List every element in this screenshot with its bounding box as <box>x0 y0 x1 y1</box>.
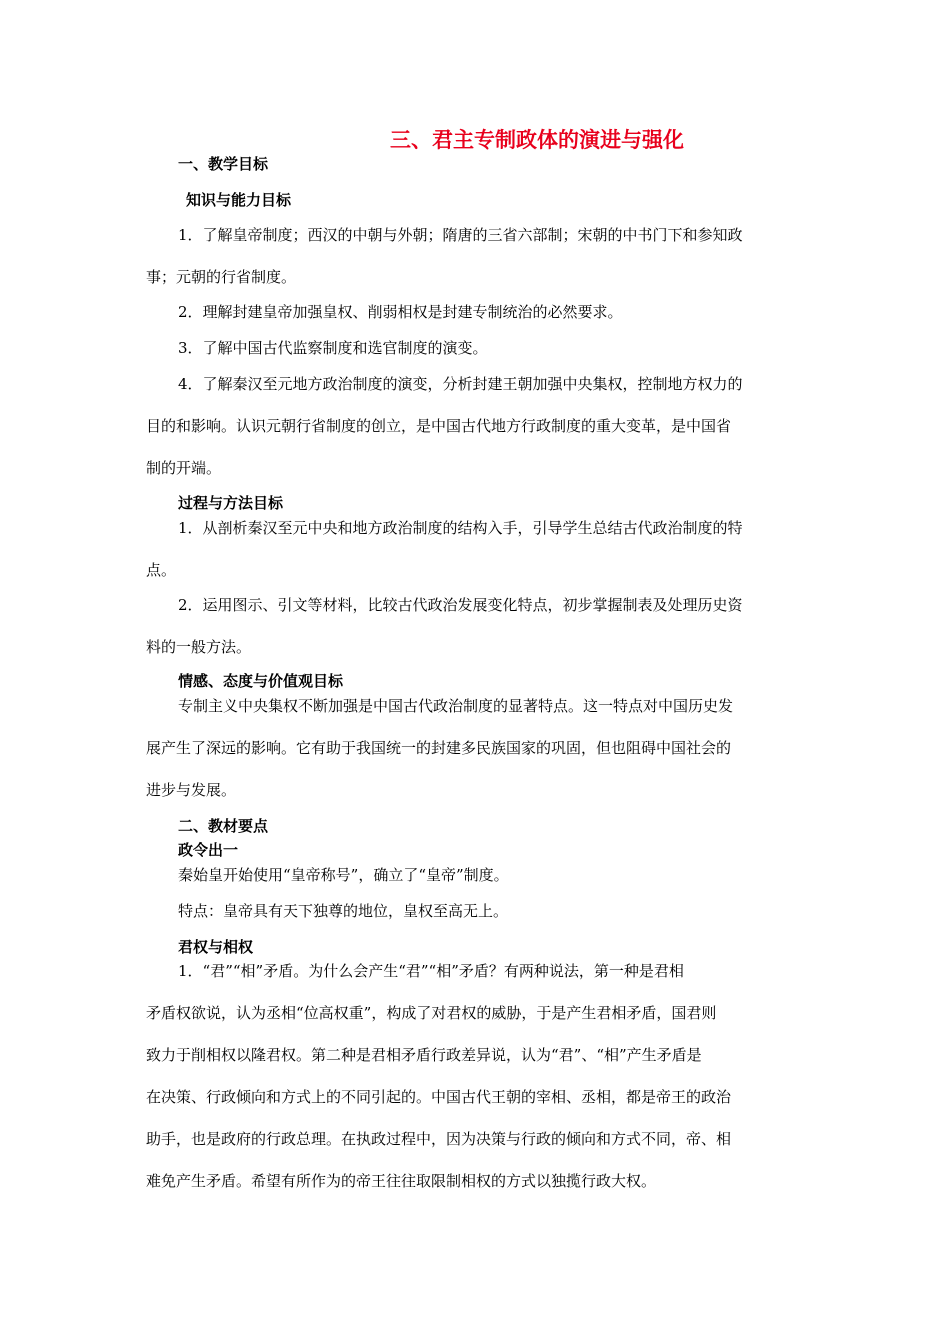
text-line: 4．了解秦汉至元地方政治制度的演变，分析封建王朝加强中央集权，控制地方权力的 <box>178 375 743 393</box>
text-line: 2．运用图示、引文等材料，比较古代政治发展变化特点，初步掌握制表及处理历史资 <box>178 596 743 614</box>
subheading-knowledge-ability: 知识与能力目标 <box>186 191 292 209</box>
process-item-2 <box>146 595 808 679</box>
emotion-paragraph <box>146 696 808 822</box>
text-line: 目的和影响。认识元朝行省制度的创立，是中国古代地方行政制度的重大变革，是中国省 <box>146 417 732 435</box>
document-title: 三、君主专制政体的演进与强化 <box>390 128 684 152</box>
text-line: 难免产生矛盾。希望有所作为的帝王往往取限制相权的方式以独揽行政大权。 <box>146 1172 657 1190</box>
knowledge-item-1 <box>146 225 808 309</box>
text-line: 事；元朝的行省制度。 <box>146 268 297 286</box>
text-line: 助手，也是政府的行政总理。在执政过程中，因为决策与行政的倾向和方式不同，帝、相 <box>146 1130 732 1148</box>
text-line: 1．从剖析秦汉至元中央和地方政治制度的结构入手，引导学生总结古代政治制度的特 <box>178 519 743 537</box>
power-paragraph <box>146 961 808 1213</box>
text-line: 展产生了深远的影响。它有助于我国统一的封建多民族国家的巩固，但也阻碍中国社会的 <box>146 739 732 757</box>
text-line: 点。 <box>146 561 177 579</box>
text-line: 制的开端。 <box>146 459 222 477</box>
text-line: 进步与发展。 <box>146 781 237 799</box>
knowledge-item-4 <box>146 374 808 500</box>
text-line: 在决策、行政倾向和方式上的不同引起的。中国古代王朝的宰相、丞相，都是帝王的政治 <box>146 1088 732 1106</box>
text-line: 3．了解中国古代监察制度和选官制度的演变。 <box>178 339 488 357</box>
text-line: 1．“君”“相”矛盾。为什么会产生“君”“相”矛盾？有两种说法，第一种是君相 <box>178 962 684 980</box>
section-heading-teaching-goals: 一、教学目标 <box>178 155 269 173</box>
process-item-1 <box>146 518 808 602</box>
decree-line-1: 秦始皇开始使用“皇帝称号”，确立了“皇帝”制度。 <box>178 866 509 884</box>
subheading-process-method: 过程与方法目标 <box>178 494 284 512</box>
subheading-decree: 政令出一 <box>178 841 239 859</box>
subheading-emotion-values: 情感、态度与价值观目标 <box>178 672 344 690</box>
section-heading-textbook-points: 二、教材要点 <box>178 817 269 835</box>
text-line: 致力于削相权以隆君权。第二种是君相矛盾行政差异说，认为“君”、“相”产生矛盾是 <box>146 1046 702 1064</box>
subheading-monarch-chancellor: 君权与相权 <box>178 938 254 956</box>
text-line: 专制主义中央集权不断加强是中国古代政治制度的显著特点。这一特点对中国历史发 <box>178 697 734 715</box>
decree-line-2: 特点：皇帝具有天下独尊的地位，皇权至高无上。 <box>178 902 509 920</box>
text-line: 料的一般方法。 <box>146 638 252 656</box>
text-line: 矛盾权欲说，认为丞相“位高权重”，构成了对君权的威胁，于是产生君相矛盾，国君则 <box>146 1004 717 1022</box>
text-line: 1．了解皇帝制度；西汉的中朝与外朝；隋唐的三省六部制；宋朝的中书门下和参知政 <box>178 226 743 244</box>
text-line: 2．理解封建皇帝加强皇权、削弱相权是封建专制统治的必然要求。 <box>178 303 623 321</box>
